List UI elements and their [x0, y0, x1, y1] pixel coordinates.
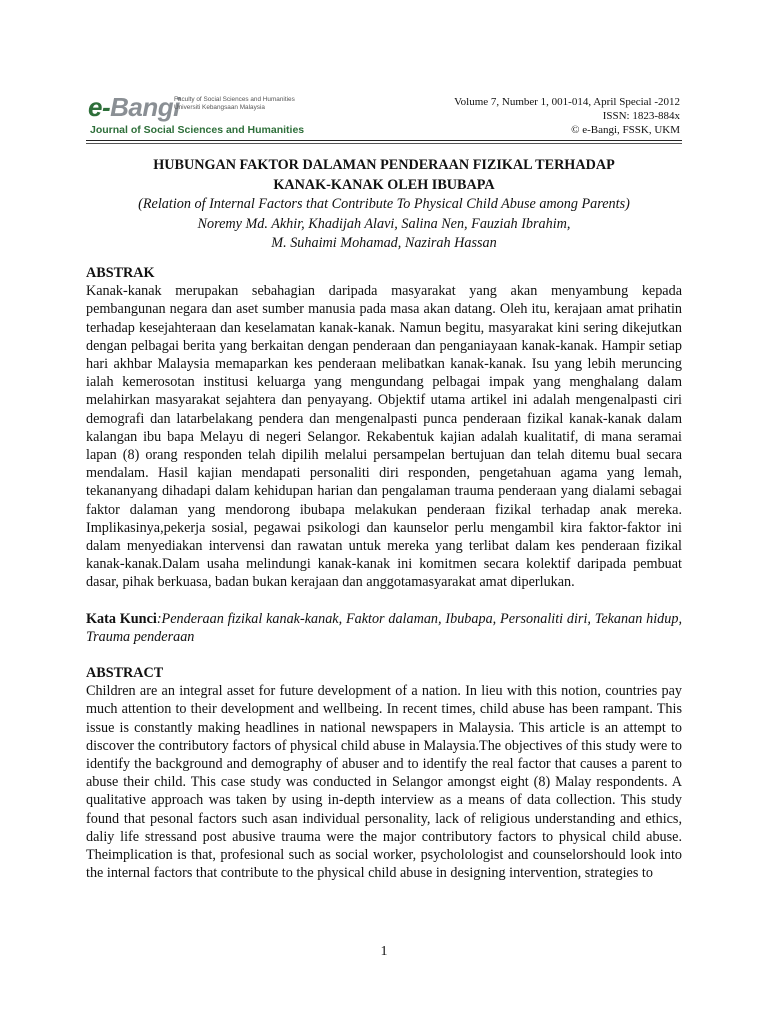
journal-meta: [454, 95, 680, 137]
abstract-text: Children are an integral asset for future development of a nation. In lieu with this notion, countries pay much attention to their development and wellbeing. In recent times, child abuse has been rampant. This issue is constantly making headlines in national newspapers in Malaysia. This article is an attempt to discover the contributory factors of physical child abuse in Malaysia.The objectives of this study were to identify the background and demography of abuser and to identify the real factor that causes a parent to abuse their child. This case study was conducted in Selangor amongst eight (8) Malay respondents. A qualitative approach was taken by using in-depth interview as a means of data collection. This study found that pesonal factors such asan individual personality, lack of religious understanding and ethics, daliy life stressand post abusive trauma were the major contributory factors to physical child abuse. Theimplication is that, profesional such as social worker, psycholologist and counselorshould look into the internal factors that contribute to the physical child abuse in designing intervention, strategies to: [86, 683, 682, 882]
title-block: [86, 156, 682, 254]
paper-subtitle: (Relation of Internal Factors that Contribute To Physical Child Abuse among Parents): [138, 196, 630, 212]
kata-kunci: [86, 610, 682, 646]
abstrak-text: Kanak-kanak merupakan sebahagian daripada masyarakat yang akan menyambung kepada pembangunan negara dan aset sumber manusia pada masa akan datang. Oleh itu, kerajaan amat prihatin terhadap kesejahteraan dan keselamatan kanak-kanak. Namun begitu, masyarakat kini sering dikejutkan dengan pelbagai berita yang berkaitan dengan penderaan dan penganiayaan kanak-kanak. Hampir setiap hari akhbar Malaysia memaparkan kes penderaan melibatkan kanak-kanak. Isu yang lebih meruncing ialah kemerosotan institusi keluarga yang mengundang pelbagai impak yang menghalang dalam melahirkan masyarakat sejahtera dan penyayang. Objektif utama artikel ini adalah mengenalpasti ciri demografi dan latarbelakang pendera dan mengenalpasti punca penderaan fizikal kanak-kanak dalam kalangan ibu bapa Melayu di negeri Selangor. Rekabentuk kajian adalah kualitatif, di mana seramai lapan (8) orang responden telah dipilih melalui persampelan bertujuan dan telah ditemu bual secara mendalam. Hasil kajian mendapati personaliti diri responden, pengetahuan agama yang lemah, tekananyang dihadapi dalam kehidupan harian dan pengalaman trauma penderaan yang dialami sebagai faktor dalaman yang mendorong ibubapa melakukan penderaan fizikal terhadap anak mereka. Implikasinya,pekerja sosial, pegawai psikologi dan kaunselor perlu mengambil kira faktor-faktor ini dalam menyediakan intervensi dan rawatan untuk mereka yang terlibat dalam kes penderaan fizikal kanak-kanak.Dalam usaha melindungi kanak-kanak ini komitmen secara kolektif daripada pembuat dasar, pihak berkuasa, badan bukan kerajaan dan anggotamasyarakat amat diperlukan.: [86, 283, 682, 591]
journal-logo: [88, 92, 318, 138]
paper-body: [86, 264, 682, 883]
volume-info: Volume 7, Number 1, 001-014, April Special -2012: [454, 96, 680, 108]
abstract-heading: ABSTRACT: [86, 665, 164, 682]
page-number: 1: [380, 944, 388, 959]
logo-journal-name: Journal of Social Sciences and Humanities: [90, 124, 305, 136]
issn: ISSN: 1823-884x: [602, 110, 680, 122]
kata-kunci-text: :Penderaan fizikal kanak-kanak, Faktor dalaman, Ibubapa, Personaliti diri, Tekanan hidup, Trauma penderaan: [86, 610, 682, 645]
copyright: © e-Bangi, FSSK, UKM: [571, 124, 680, 136]
header-rule-thin: [86, 143, 682, 144]
authors: Noremy Md. Akhir, Khadijah Alavi, Salina Nen, Fauziah Ibrahim, M. Suhaimi Mohamad, Nazirah Hassan: [197, 215, 571, 251]
paper-title: HUBUNGAN FAKTOR DALAMAN PENDERAAN FIZIKAL TERHADAP KANAK-KANAK OLEH IBUBAPA: [153, 157, 615, 193]
header-rule: [86, 140, 682, 141]
logo-faculty: Faculty of Social Sciences and Humanities Universiti Kebangsaan Malaysia: [174, 96, 295, 111]
kata-kunci-label: Kata Kunci: [86, 610, 157, 627]
logo-wordmark: e-Bangi: [88, 92, 180, 122]
abstrak-heading: ABSTRAK: [86, 265, 155, 281]
